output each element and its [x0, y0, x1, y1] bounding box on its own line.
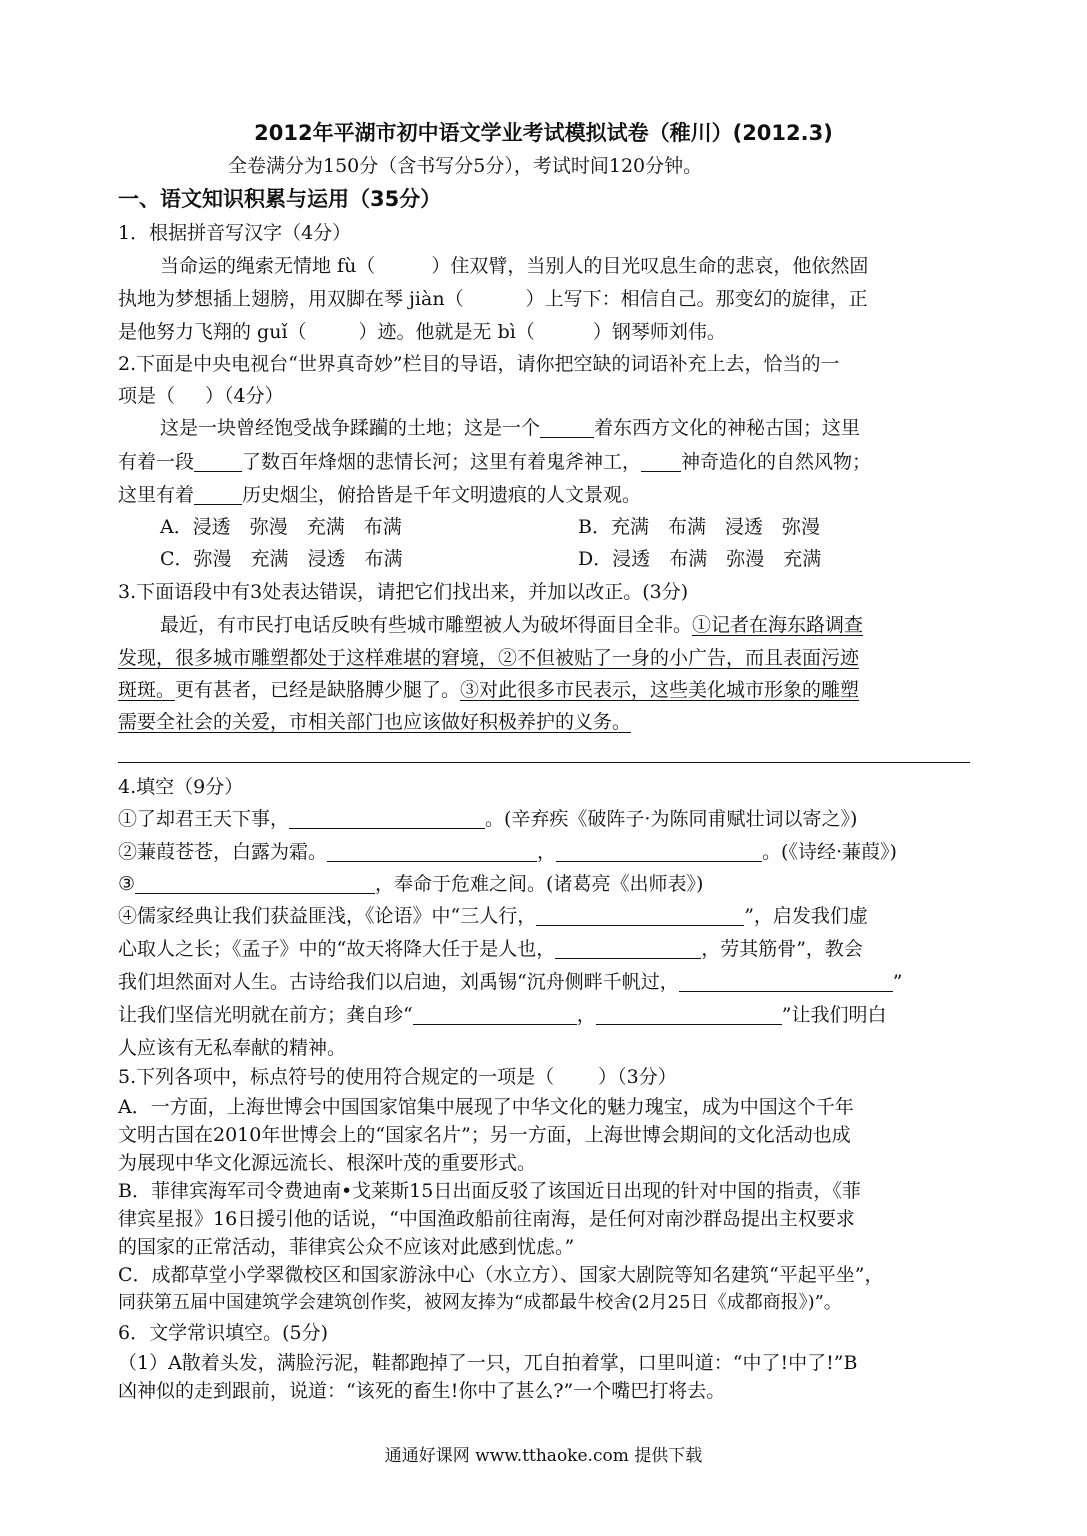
q1-line-1 — [160, 252, 970, 280]
q2-stem-line-2 — [118, 382, 970, 410]
q2-option-d[interactable]: D．浸透 布满 弥漫 充满 — [578, 548, 822, 570]
underlined-sentence: ①记者在海东路调查 — [692, 614, 864, 636]
q3-line-4: 需要全社会的关爱，市相关部门也应该做好积极养护的义务。 — [118, 711, 632, 733]
q2-passage-line-3 — [118, 481, 970, 509]
text: 。(《诗经·蒹葭》) — [762, 841, 897, 863]
text: 这是一块曾经饱受战争蹂躏的土地；这是一个 — [160, 417, 541, 439]
q3-stem: 3.下面语段中有3处表达错误，请把它们找出来，并加以改正。(3分) — [118, 581, 689, 603]
text: ）住双臂，当别人的目光叹息生命的悲哀，他依然固 — [431, 255, 869, 277]
q4-item-4-line-3 — [118, 968, 970, 996]
q6-line-2: 凶神似的走到跟前，说道：“该死的畜生!你中了甚么?”一个嘴巴打将去。 — [118, 1380, 726, 1402]
q2-passage-line-2 — [118, 448, 970, 476]
answer-line[interactable] — [118, 762, 970, 763]
q5-option-c-line-2: 同获第五届中国建筑学会建筑创作奖，被网友捧为“成都最牛校舍(2月25日《成都商报》)”。 — [118, 1292, 842, 1313]
text: ，奉命于危难之间。(诸葛亮《出师表》) — [375, 873, 704, 895]
text: 历史烟尘，俯拾皆是千年文明遗痕的人文景观。 — [242, 484, 642, 506]
q2-stem-line-1: 2.下面是中央电视台“世界真奇妙”栏目的导语，请你把空缺的词语补充上去，恰当的一 — [118, 353, 840, 375]
text: 让我们坚信光明就在前方；龚自珍“ — [118, 1004, 413, 1026]
text: 心取人之长；《孟子》中的“故天将降大任于是人也， — [118, 938, 556, 960]
text: ，劳其筋骨”，教会 — [701, 938, 863, 960]
underlined-sentence: ③对此很多市民表示，这些美化城市形象的雕塑 — [460, 679, 860, 701]
answer-blank[interactable] — [679, 971, 893, 992]
q3-line-1 — [160, 611, 970, 639]
text: 更有甚者，已经是缺胳膊少腿了。 — [175, 679, 461, 701]
answer-blank[interactable] — [327, 841, 537, 862]
answer-blank[interactable] — [555, 938, 701, 959]
text: 当命运的绳索无情地 fù（ — [160, 255, 376, 277]
q4-item-2 — [118, 838, 970, 866]
answer-blank[interactable] — [540, 417, 594, 438]
answer-blank[interactable] — [413, 1004, 577, 1025]
text: ， — [537, 841, 557, 863]
q4-item-4-line-1 — [118, 902, 970, 930]
q5-option-b-line-1: B．菲律宾海军司令费迪南•戈莱斯15日出面反驳了该国近日出现的针对中国的指责，《菲 — [118, 1180, 861, 1202]
q4-item-4-line-5: 人应该有无私奉献的精神。 — [118, 1037, 347, 1059]
answer-blank[interactable] — [135, 873, 375, 894]
text: ）（3分） — [598, 1066, 677, 1088]
exam-title: 2012年平湖市初中语文学业考试模拟试卷（稚川）(2012.3) — [254, 121, 833, 145]
answer-blank[interactable] — [194, 451, 242, 472]
text: 我们坦然面对人生。古诗给我们以启迪，刘禹锡“沉舟侧畔千帆过， — [118, 971, 679, 993]
answer-blank[interactable] — [556, 841, 762, 862]
answer-blank[interactable] — [596, 1004, 782, 1025]
q1-line-2 — [118, 285, 970, 313]
q4-stem: 4.填空（9分） — [118, 776, 244, 798]
text: ③ — [118, 873, 136, 895]
text: ①了却君王天下事， — [118, 808, 290, 830]
text: 了数百年烽烟的悲情长河；这里有着鬼斧神工， — [242, 451, 642, 473]
answer-blank[interactable] — [194, 484, 242, 505]
q5-option-b-line-3: 的国家的正常活动，菲律宾公众不应该对此感到忧虑。” — [118, 1236, 575, 1258]
q6-stem: 6．文学常识填空。(5分) — [118, 1322, 329, 1344]
text: 。(辛弃疾《破阵子·为陈同甫赋壮词以寄之》) — [485, 808, 858, 830]
q5-stem — [118, 1063, 970, 1091]
text: 有着一段 — [118, 451, 195, 473]
q2-options-row-2 — [160, 545, 970, 573]
text: 5.下列各项中，标点符号的使用符合规定的一项是（ — [118, 1066, 555, 1088]
page-footer: 通通好课网 www.tthaoke.com 提供下载 — [384, 1446, 703, 1466]
section-heading-1: 一、语文知识积累与运用（35分） — [118, 187, 442, 211]
text: 着东西方文化的神秘古国；这里 — [594, 417, 861, 439]
text: 最近，有市民打电话反映有些城市雕塑被人为破坏得面目全非。 — [160, 614, 693, 636]
exam-subtitle: 全卷满分为150分（含书写分5分），考试时间120分钟。 — [228, 155, 703, 177]
text: 是他努力飞翔的 guǐ（ — [118, 321, 307, 343]
text: ”，启发我们虚 — [744, 905, 868, 927]
q5-option-a-line-3: 为展现中华文化源远流长、根深叶茂的重要形式。 — [118, 1152, 537, 1174]
q5-option-c-line-1: C．成都草堂小学翠微校区和国家游泳中心（水立方）、国家大剧院等知名建筑“平起平坐”， — [118, 1264, 884, 1286]
text: 神奇造化的自然风物； — [681, 451, 872, 473]
q1-stem: 1．根据拼音写汉字（4分） — [118, 222, 352, 244]
q5-option-b-line-2: 律宾星报》16日援引他的话说，“中国渔政船前往南海，是任何对南沙群岛提出主权要求 — [118, 1208, 855, 1230]
q4-item-3 — [118, 870, 970, 898]
q4-item-1 — [118, 805, 970, 833]
answer-blank[interactable] — [536, 905, 744, 926]
text: ④儒家经典让我们获益匪浅，《论语》中“三人行， — [118, 905, 537, 927]
text: ②蒹葭苍苍，白露为霜。 — [118, 841, 328, 863]
text: 项是（ — [118, 385, 176, 407]
answer-blank[interactable] — [289, 808, 485, 829]
text: ）钢琴师刘伟。 — [592, 321, 726, 343]
underlined-sentence: 斑斑。 — [118, 679, 176, 701]
text: ， — [576, 1004, 596, 1026]
q2-option-c[interactable]: C．弥漫 充满 浸透 布满 — [160, 548, 403, 570]
q2-option-a[interactable]: A．浸透 弥漫 充满 布满 — [160, 516, 402, 538]
q2-options-row-1 — [160, 513, 970, 541]
text: 这里有着 — [118, 484, 195, 506]
q2-option-b[interactable]: B．充满 布满 浸透 弥漫 — [578, 516, 820, 538]
q4-item-4-line-4 — [118, 1001, 970, 1029]
answer-blank[interactable] — [641, 451, 681, 472]
q6-line-1: （1）A散着头发，满脸污泥，鞋都跑掉了一只，兀自拍着掌，口里叫道：“中了!中了!”B — [118, 1352, 858, 1374]
q1-line-3 — [118, 318, 970, 346]
text: 执地为梦想插上翅膀，用双脚在琴 jiàn（ — [118, 288, 464, 310]
text: ” — [892, 971, 903, 993]
q5-option-a-line-1: A．一方面，上海世博会中国国家馆集中展现了中华文化的魅力瑰宝，成为中国这个千年 — [118, 1096, 854, 1118]
text: ”让我们明白 — [781, 1004, 887, 1026]
q5-option-a-line-2: 文明古国在2010年世博会上的“国家名片”；另一方面，上海世博会期间的文化活动也成 — [118, 1124, 851, 1146]
q3-line-2: 发现，很多城市雕塑都处于这样难堪的窘境，②不但被贴了一身的小广告，而且表面污迹 — [118, 647, 860, 669]
text: ）迹。他就是无 bì（ — [358, 321, 535, 343]
text: ）上写下：相信自己。那变幻的旋律，正 — [525, 288, 868, 310]
q4-item-4-line-2 — [118, 935, 970, 963]
text: ）（4分） — [205, 385, 284, 407]
q2-passage-line-1 — [160, 414, 970, 442]
q3-line-3 — [118, 676, 970, 704]
